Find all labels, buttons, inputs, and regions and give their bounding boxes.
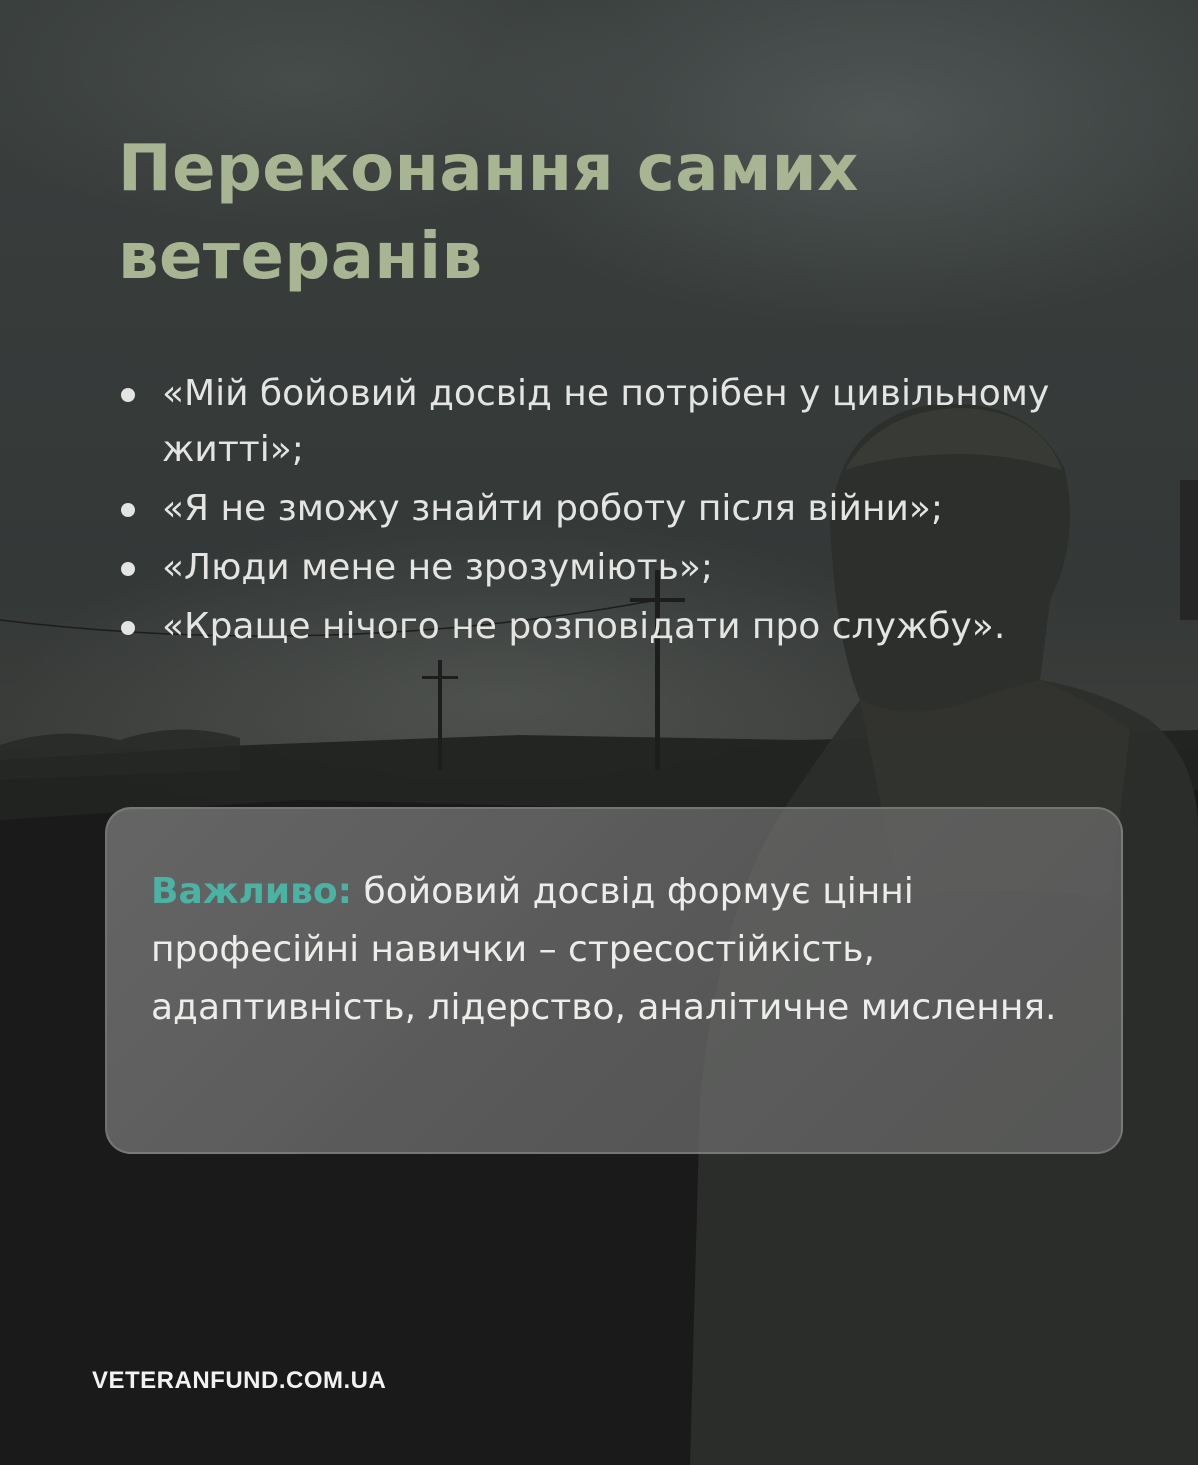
bullet-icon bbox=[121, 503, 135, 517]
list-item bbox=[118, 481, 1118, 537]
list-item bbox=[118, 599, 1118, 655]
bullet-icon bbox=[121, 388, 135, 402]
note-text bbox=[151, 863, 1091, 1037]
list-item bbox=[118, 366, 1118, 478]
page-title: Переконання самих ветеранів bbox=[118, 132, 859, 294]
bullet-icon bbox=[121, 562, 135, 576]
quote-list bbox=[118, 366, 1118, 658]
list-item bbox=[118, 540, 1118, 596]
bullet-icon bbox=[121, 621, 135, 635]
note-lead: Важливо: bbox=[151, 871, 353, 912]
quote-text: «Мій бойовий досвід не потрібен у цивільному житті»; bbox=[162, 373, 1050, 470]
quote-text: «Я не зможу знайти роботу після війни»; bbox=[162, 488, 944, 529]
important-note-box bbox=[105, 807, 1123, 1154]
note-body: бойовий досвід формує цінні професійні навички – стресостійкість, адаптивність, лідерство, аналітичне мислення. bbox=[151, 871, 1057, 1028]
quote-text: «Люди мене не зрозуміють»; bbox=[162, 547, 713, 588]
website-link[interactable]: VETERANFUND.COM.UA bbox=[92, 1367, 387, 1394]
quote-text: «Краще нічого не розповідати про службу». bbox=[162, 606, 1006, 647]
